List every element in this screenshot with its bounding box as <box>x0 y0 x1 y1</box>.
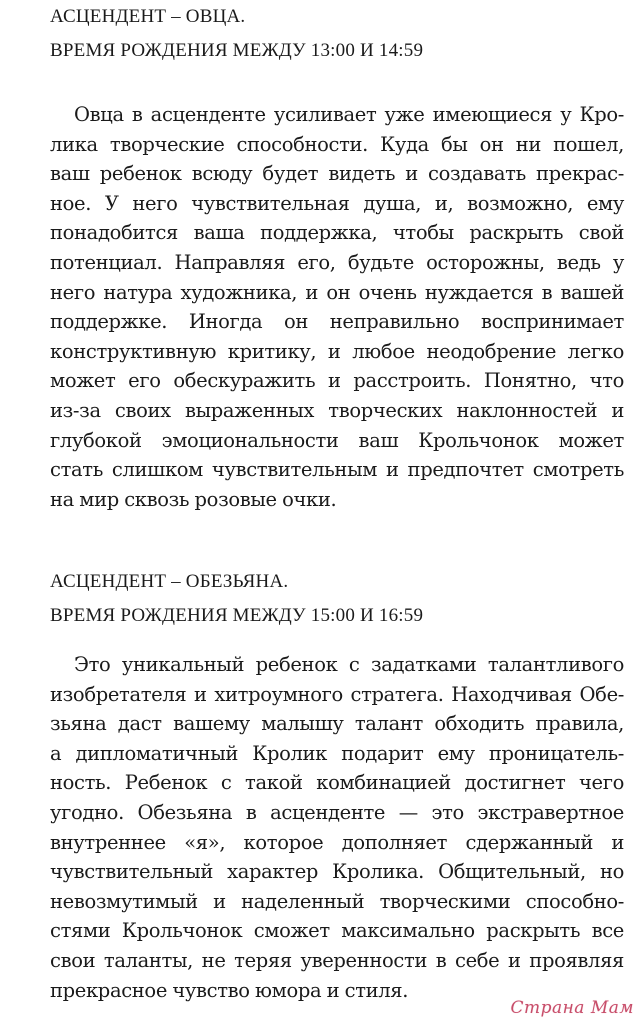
text-line: него натура художника, и он очень нуждается в вашей <box>50 280 624 304</box>
text-line: изобретателя и хитроумного стратега. Находчивая Обе- <box>50 682 624 706</box>
text-line: а дипломатичный Кролик подарит ему проницатель- <box>50 741 624 765</box>
text-line: свои таланты, не теряя уверенности в себе и проявляя <box>50 948 624 972</box>
heading-birth-time: ВРЕМЯ РОЖДЕНИЯ МЕЖДУ 15:00 И 16:59 <box>50 605 424 626</box>
site-watermark: Страна Мам <box>510 998 634 1018</box>
text-line: на мир сквозь розовые очки. <box>50 487 337 511</box>
text-line: понадобится ваша поддержка, чтобы раскрыть свой <box>50 221 624 245</box>
text-line: ное. У него чувствительная душа, и, возможно, ему <box>50 191 624 215</box>
text-line: может его обескуражить и расстроить. Понятно, что <box>50 369 624 393</box>
text-line: чувствительный характер Кролика. Общительный, но <box>50 860 624 884</box>
text-line: стать слишком чувствительным и предпочтет смотреть <box>50 458 624 482</box>
text-line: Овца в асценденте усиливает уже имеющиеся у Кро- <box>74 103 624 126</box>
text-line: невозмутимый и наделенный творческими способно- <box>50 889 624 913</box>
heading-birth-time: ВРЕМЯ РОЖДЕНИЯ МЕЖДУ 13:00 И 14:59 <box>50 40 424 61</box>
text-line: стями Крольчонок сможет максимально раскрыть все <box>50 919 624 943</box>
text-line: Это уникальный ребенок с задатками талантливого <box>74 653 624 676</box>
text-line: внутреннее «я», которое дополняет сдержанный и <box>50 830 624 854</box>
text-line: потенциал. Направляя его, будьте осторожны, ведь у <box>50 250 624 274</box>
heading-title: АСЦЕНДЕНТ – ОБЕЗЬЯНА. <box>50 571 289 592</box>
heading-title: АСЦЕНДЕНТ – ОВЦА. <box>50 6 246 27</box>
text-line: поддержке. Иногда он неправильно воспринимает <box>50 310 624 334</box>
text-line: лика творческие способности. Куда бы он ни пошел, <box>50 132 624 156</box>
text-line: конструктивную критику, и любое неодобрение легко <box>50 339 624 363</box>
section-heading-ovca <box>50 3 423 71</box>
text-line: ваш ребенок всюду будет видеть и создавать прекрас- <box>50 162 624 186</box>
text-line: угодно. Обезьяна в асценденте — это экстравертное <box>50 800 624 824</box>
text-line: ность. Ребенок с такой комбинацией достигнет чего <box>50 771 624 795</box>
text-line: из-за своих выраженных творческих наклонностей и <box>50 398 624 422</box>
section-heading-obezyana <box>50 568 423 636</box>
section-body-obezyana <box>50 650 624 1005</box>
text-line: зьяна даст вашему малышу талант обходить правила, <box>50 712 624 736</box>
section-body-ovca <box>50 100 624 514</box>
text-line: глубокой эмоциональности ваш Крольчонок может <box>50 428 624 452</box>
text-line: прекрасное чувство юмора и стиля. <box>50 978 409 1002</box>
